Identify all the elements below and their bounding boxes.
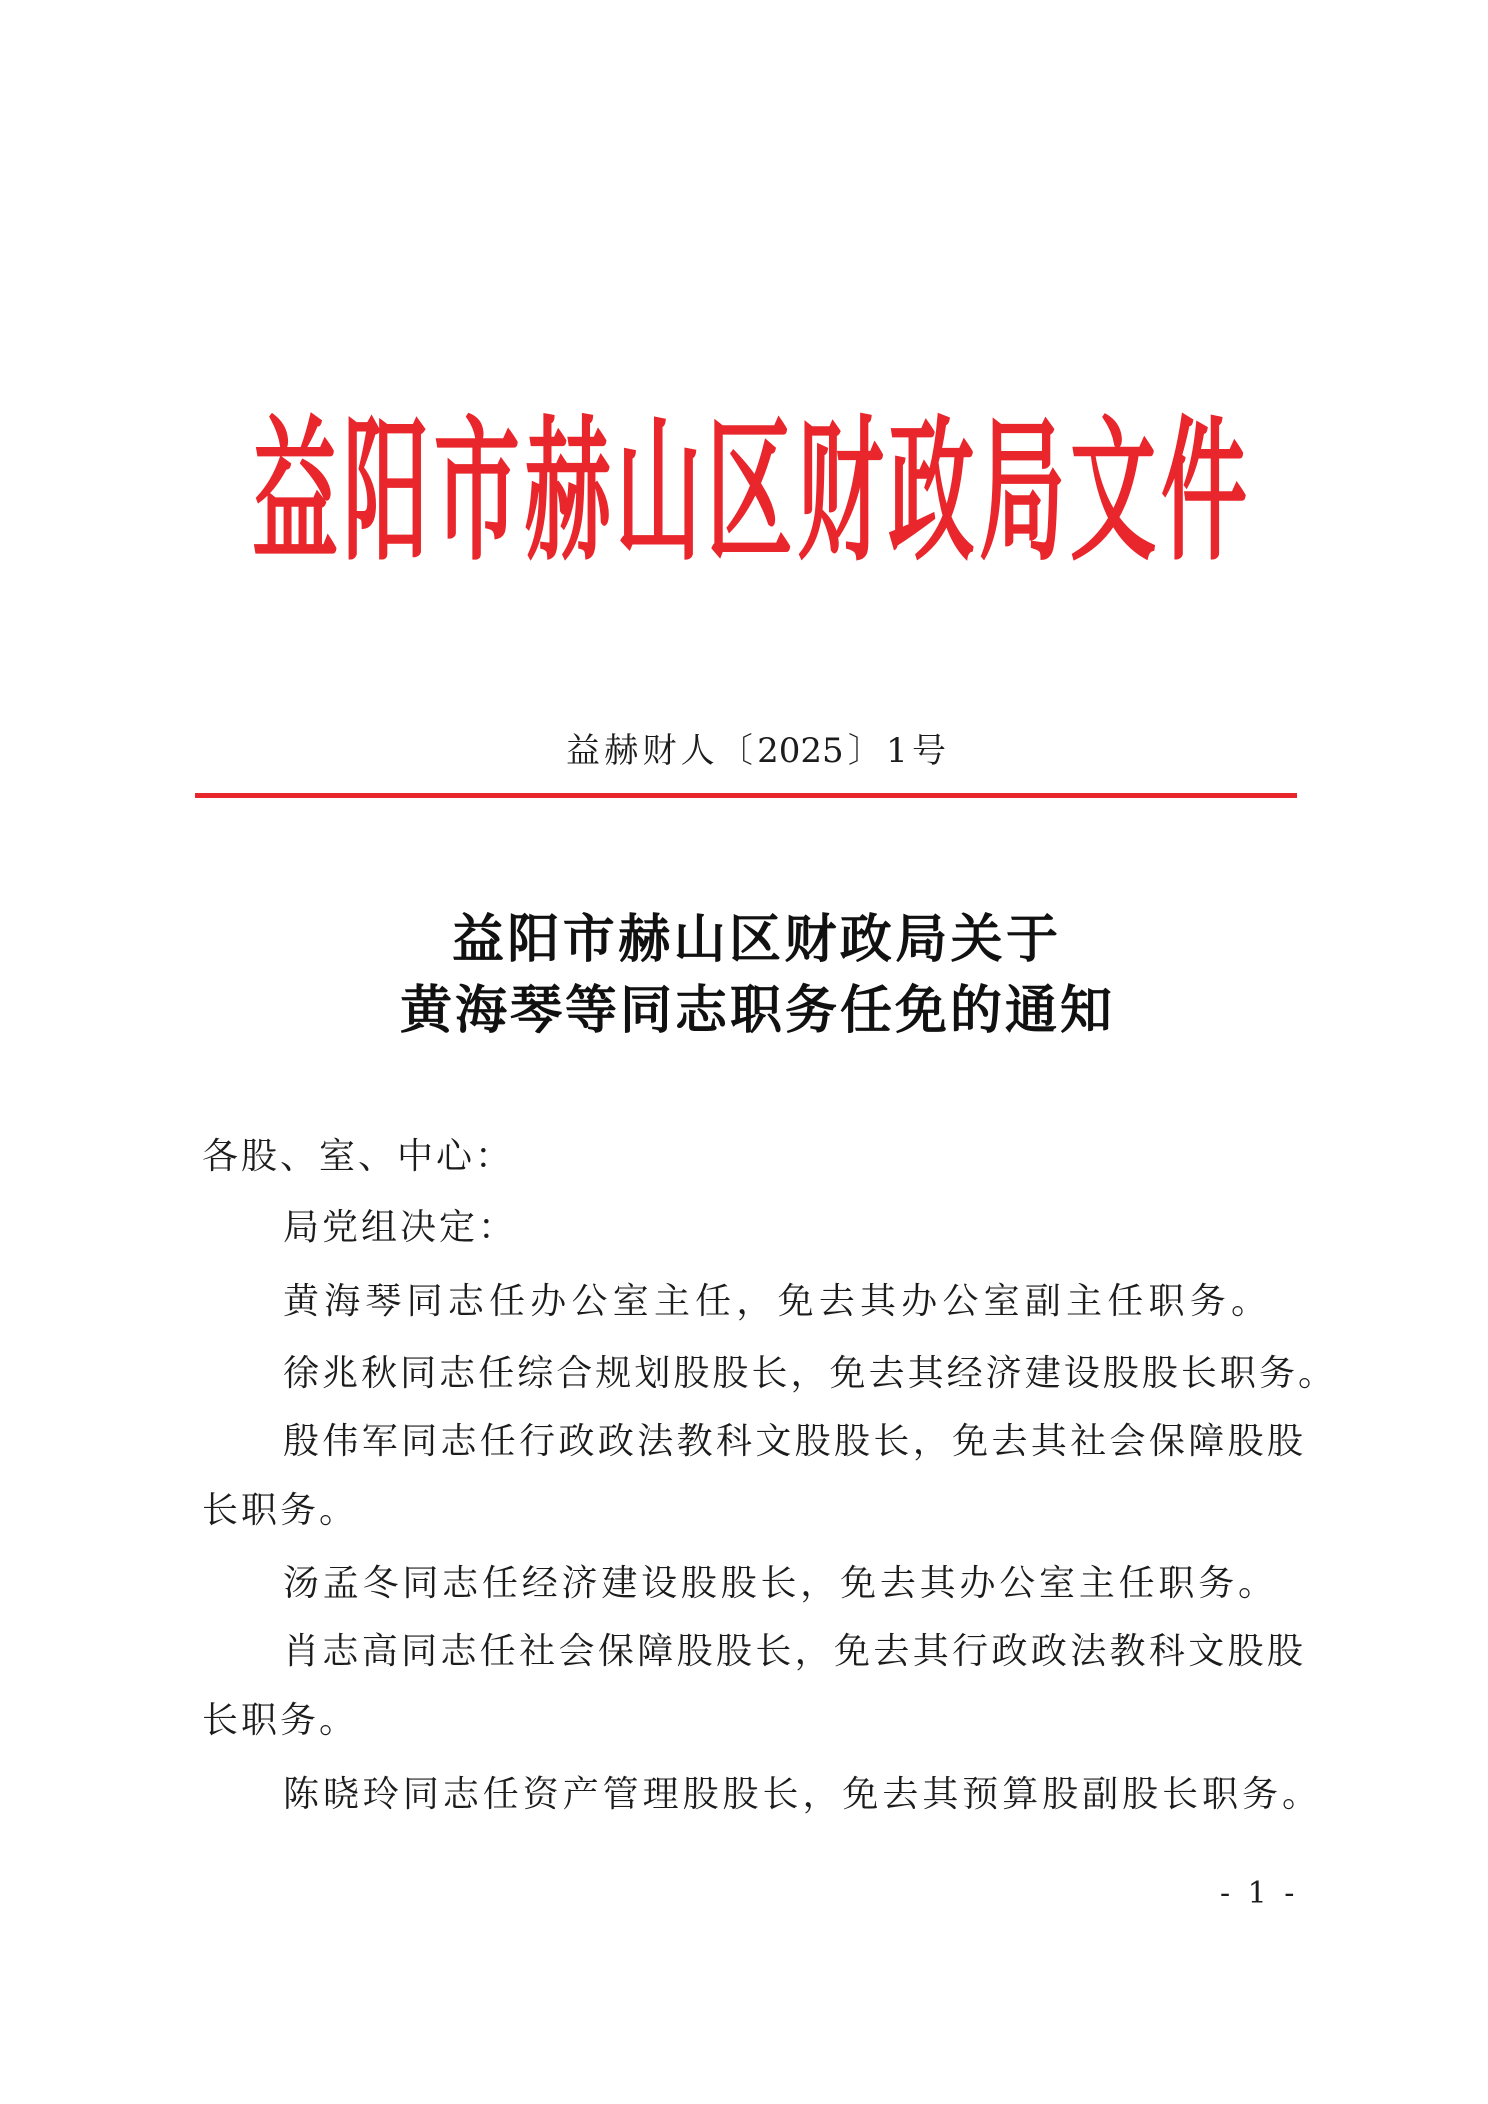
appointment-item-continuation: 长职务。 [202,1700,359,1741]
masthead-title: 益阳市赫山区财政局文件 [252,401,1247,583]
appointment-item: 徐兆秋同志任综合规划股股长，免去其经济建设股股长职务。 [283,1353,1334,1394]
document-number: 益赫财人〔2025〕1号 [566,731,946,771]
notice-heading-line-2: 黄海琴等同志职务任免的通知 [400,980,1112,1041]
salutation: 各股、室、中心： [202,1136,515,1177]
appointment-item: 殷伟军同志任行政政法教科文股股长，免去其社会保障股股 [283,1421,1303,1462]
appointment-item-continuation: 长职务。 [202,1490,359,1531]
appointment-item: 汤孟冬同志任经济建设股股长，免去其办公室主任职务。 [283,1563,1274,1604]
appointment-item: 陈晓玲同志任资产管理股股长，免去其预算股副股长职务。 [283,1774,1318,1815]
notice-heading-line-1: 益阳市赫山区财政局关于 [452,909,1058,970]
appointment-item: 肖志高同志任社会保障股股长，免去其行政政法教科文股股 [283,1631,1303,1672]
page-number: - 1 - [1220,1876,1299,1911]
red-divider-line [195,793,1297,798]
intro-paragraph: 局党组决定： [283,1207,518,1248]
appointment-item: 黄海琴同志任办公室主任，免去其办公室副主任职务。 [283,1281,1267,1322]
